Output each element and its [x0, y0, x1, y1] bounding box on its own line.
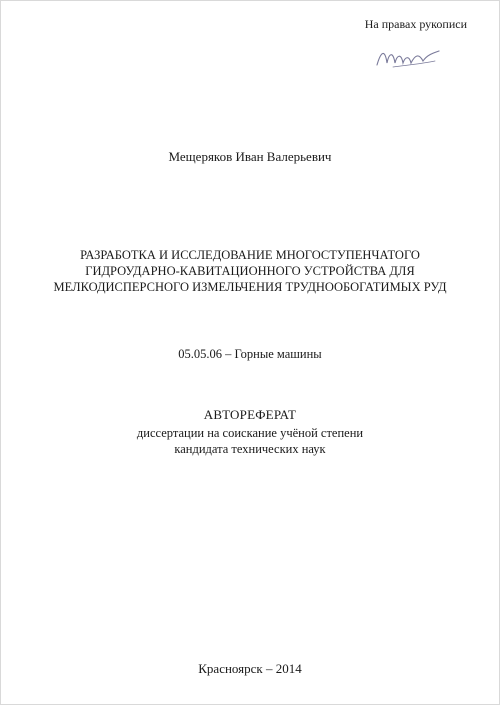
title-line: РАЗРАБОТКА И ИССЛЕДОВАНИЕ МНОГОСТУПЕНЧАТОГО	[80, 248, 420, 262]
author-name: Мещеряков Иван Валерьевич	[168, 149, 332, 164]
degree-line-1: диссертации на соискание учёной степени	[136, 426, 364, 440]
signature-icon	[373, 45, 443, 71]
title-line: ГИДРОУДАРНО-КАВИТАЦИОННОГО УСТРОЙСТВА ДЛЯ	[85, 264, 415, 278]
manuscript-note: На правах рукописи	[364, 17, 467, 31]
title-line: МЕЛКОДИСПЕРСНОГО ИЗМЕЛЬЧЕНИЯ ТРУДНООБОГАТИМЫХ РУД	[53, 280, 447, 294]
degree-line-2: кандидата технических наук	[174, 442, 326, 456]
specialty-code: 05.05.06 – Горные машины	[178, 347, 322, 361]
abstract-heading: АВТОРЕФЕРАТ	[203, 407, 297, 422]
dissertation-title	[31, 247, 469, 295]
place-year: Красноярск – 2014	[198, 661, 302, 676]
